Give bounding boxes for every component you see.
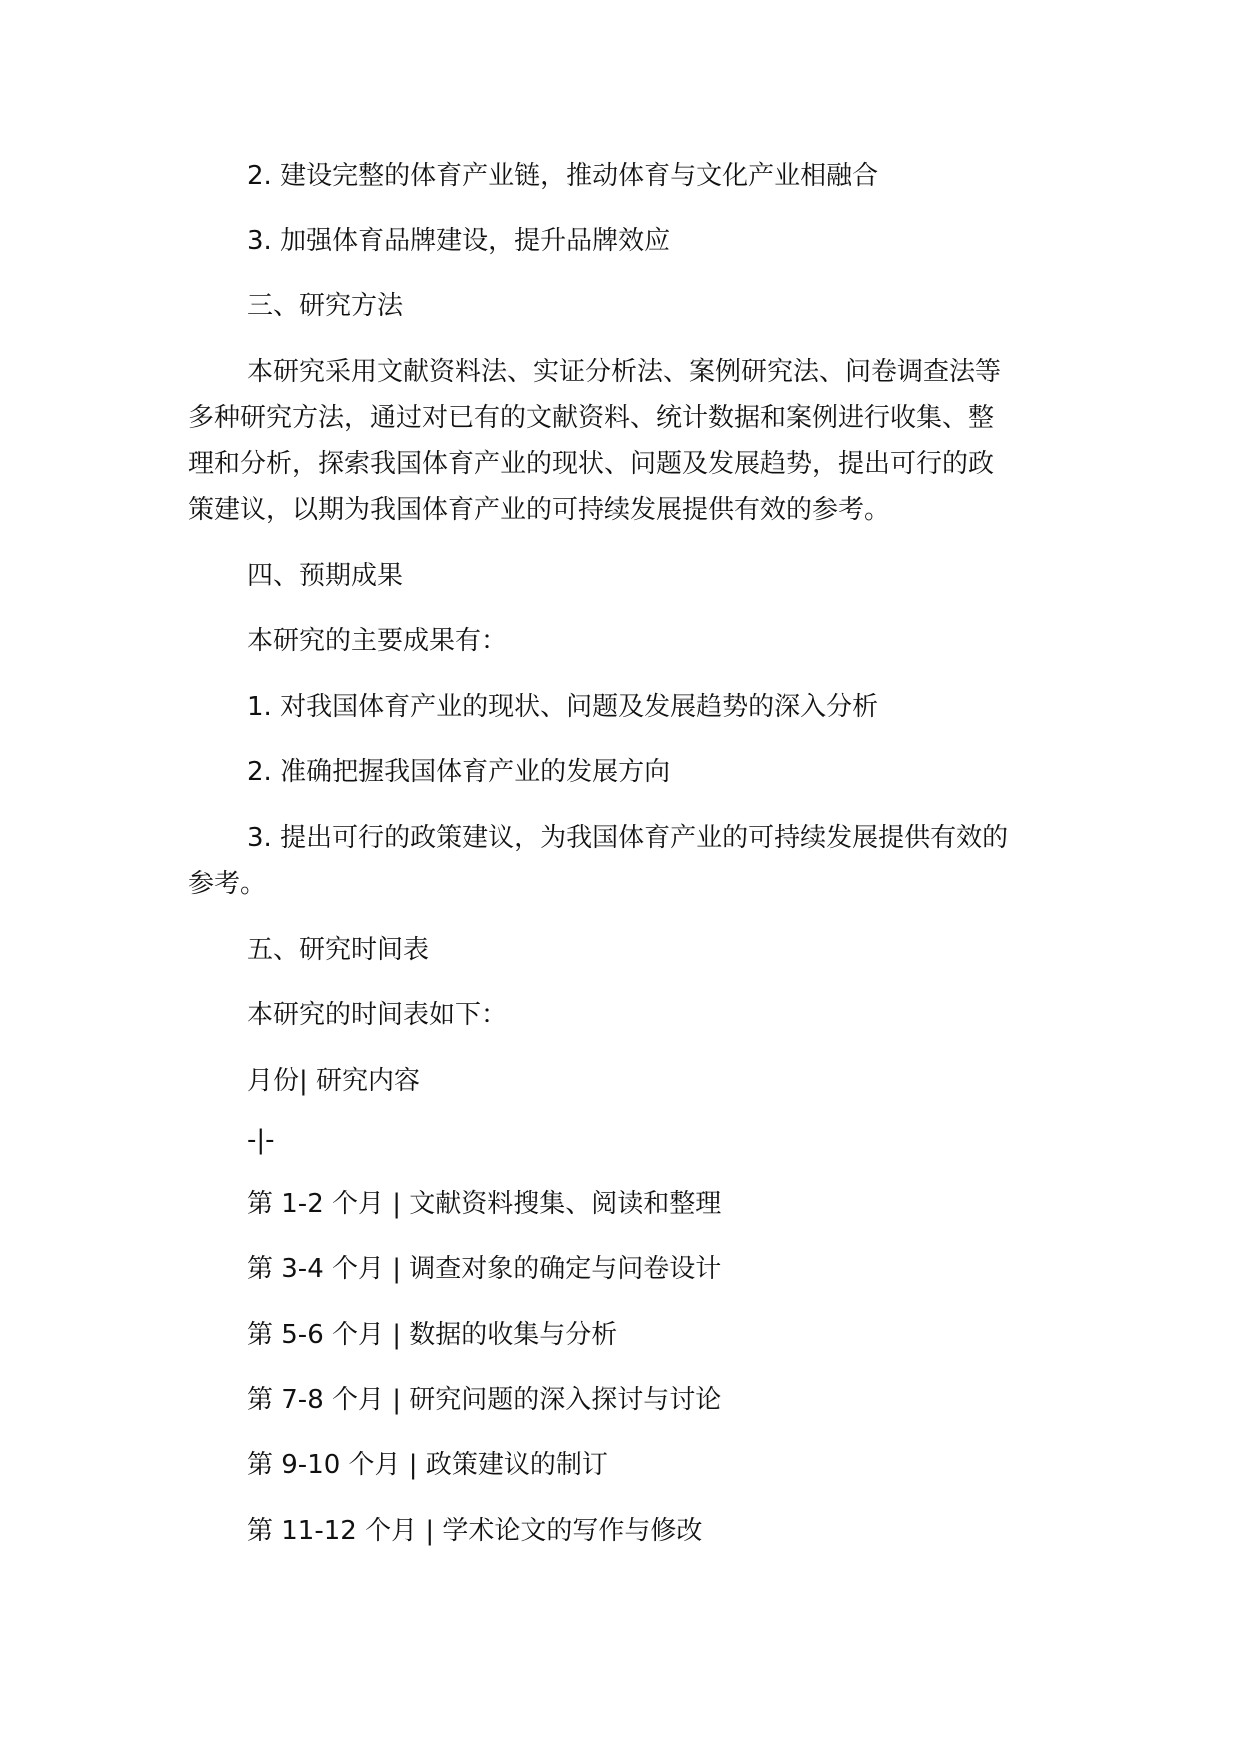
- list-item-industry-chain: 2. 建设完整的体育产业链，推动体育与文化产业相融合: [247, 161, 879, 191]
- section-heading-methods: 三、研究方法: [247, 291, 404, 321]
- list-item: 2. 准确把握我国体育产业的发展方向: [247, 757, 671, 787]
- list-item: 1. 对我国体育产业的现状、问题及发展趋势的深入分析: [247, 692, 879, 722]
- section-heading-timeline: 五、研究时间表: [247, 935, 430, 965]
- list-item-brand-building: 3. 加强体育品牌建设，提升品牌效应: [247, 226, 671, 256]
- table-row: 第 9-10 个月 | 政策建议的制订: [247, 1450, 608, 1480]
- paragraph-line: 本研究的主要成果有：: [247, 626, 508, 656]
- section-heading-outcomes: 四、预期成果: [247, 561, 404, 591]
- list-item-continuation: 参考。: [188, 869, 267, 899]
- table-row: 第 7-8 个月 | 研究问题的深入探讨与讨论: [247, 1385, 722, 1415]
- paragraph-line: 策建议，以期为我国体育产业的可持续发展提供有效的参考。: [188, 495, 891, 525]
- table-row: 第 1-2 个月 | 文献资料搜集、阅读和整理: [247, 1189, 722, 1219]
- paragraph-line: 多种研究方法，通过对已有的文献资料、统计数据和案例进行收集、整: [188, 403, 995, 433]
- table-row: 第 3-4 个月 | 调查对象的确定与问卷设计: [247, 1254, 722, 1284]
- table-header-row: 月份| 研究内容: [247, 1066, 421, 1096]
- list-item: 3. 提出可行的政策建议，为我国体育产业的可持续发展提供有效的: [247, 823, 1009, 853]
- table-row: 第 5-6 个月 | 数据的收集与分析: [247, 1320, 618, 1350]
- paragraph-line: 本研究采用文献资料法、实证分析法、案例研究法、问卷调查法等: [247, 357, 1002, 387]
- table-separator-row: -|-: [247, 1125, 275, 1155]
- paragraph-line: 理和分析，探索我国体育产业的现状、问题及发展趋势，提出可行的政: [188, 449, 995, 479]
- paragraph-line: 本研究的时间表如下：: [247, 1000, 508, 1030]
- table-row: 第 11-12 个月 | 学术论文的写作与修改: [247, 1516, 703, 1546]
